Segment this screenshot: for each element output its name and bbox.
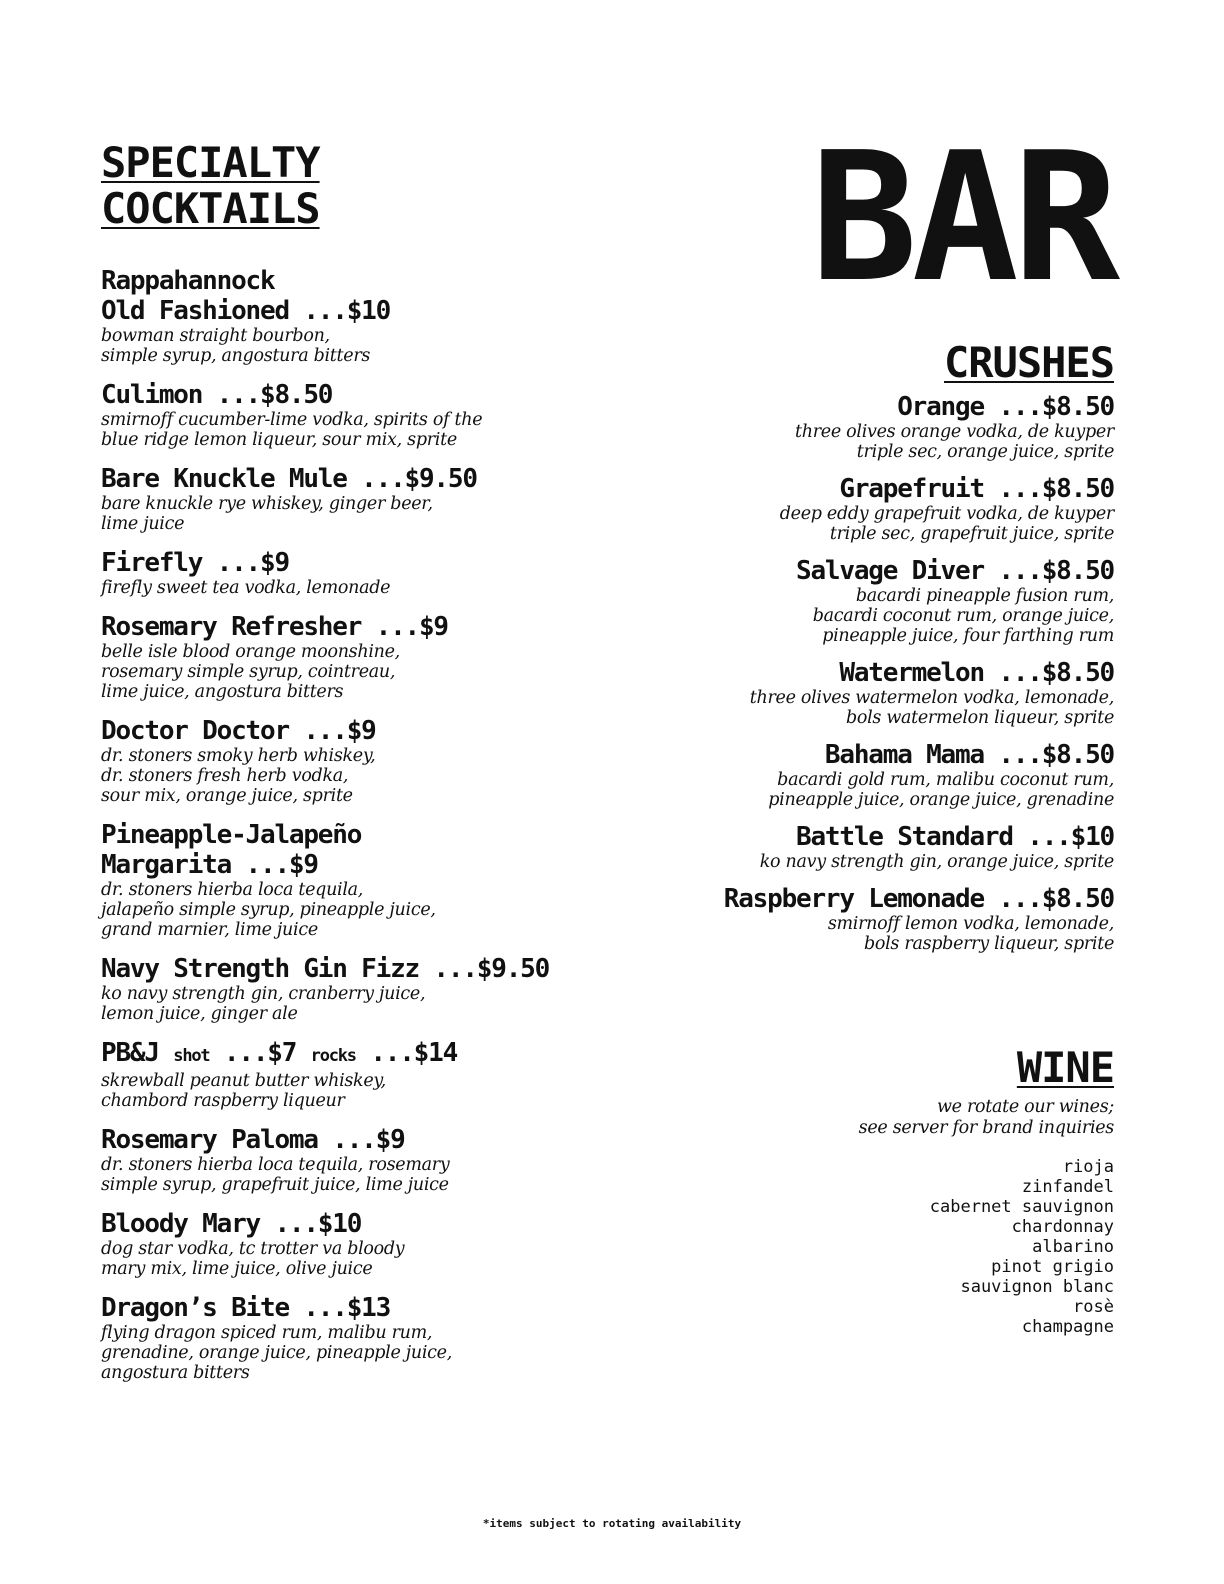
list-item: [654, 740, 1114, 810]
list-item: [101, 612, 621, 702]
item-description: smirnoff lemon vodka, lemonade, bols raspberry liqueur, sprite: [827, 914, 1114, 954]
footer-note: *items subject to rotating availability: [482, 1517, 742, 1530]
item-name: Rosemary Refresher ...$9: [101, 612, 448, 642]
item-description: bacardi pineapple fusion rum, bacardi coconut rum, orange juice, pineapple juice, four farthing rum: [812, 586, 1114, 646]
item-description: bacardi gold rum, malibu coconut rum, pineapple juice, orange juice, grenadine: [768, 770, 1114, 810]
list-item: albarino: [1032, 1237, 1114, 1257]
item-name: [101, 1038, 621, 1071]
crushes-section: [654, 340, 1114, 966]
list-item: [101, 954, 621, 1024]
item-description: dr. stoners hierba loca tequila, rosemary simple syrup, grapefruit juice, lime juice: [101, 1155, 450, 1195]
list-item: [101, 1293, 621, 1383]
item-description: bowman straight bourbon, simple syrup, angostura bitters: [101, 326, 371, 366]
list-item: [654, 822, 1114, 872]
pbj-rocks-label: rocks: [310, 1046, 356, 1066]
item-description: ko navy strength gin, orange juice, sprite: [759, 852, 1114, 872]
list-item: [654, 474, 1114, 544]
item-name: Bare Knuckle Mule ...$9.50: [101, 464, 477, 494]
item-name: Battle Standard ...$10: [796, 822, 1114, 852]
crushes-list: [654, 392, 1114, 954]
list-item: cabernet sauvignon: [929, 1197, 1114, 1217]
item-name: Grapefruit ...$8.50: [839, 474, 1114, 504]
item-description: flying dragon spiced rum, malibu rum, grenadine, orange juice, pineapple juice, angostura bitters: [101, 1323, 452, 1383]
pbj-name: PB&J: [101, 1038, 159, 1068]
item-name: Bloody Mary ...$10: [101, 1209, 362, 1239]
wine-title: WINE: [1016, 1043, 1114, 1092]
pbj-shot-price: ...$7: [223, 1038, 297, 1068]
item-name: Dragon’s Bite ...$13: [101, 1293, 391, 1323]
list-item: [101, 820, 621, 940]
list-item: [654, 556, 1114, 646]
wine-section: [654, 1045, 1114, 1337]
item-name: Navy Strength Gin Fizz ...$9.50: [101, 954, 550, 984]
list-item: [101, 380, 621, 450]
wine-note: we rotate our wines; see server for brand inquiries: [858, 1097, 1114, 1138]
wine-list: [654, 1157, 1114, 1337]
item-description: dog star vodka, tc trotter va bloody mary mix, lime juice, olive juice: [101, 1239, 405, 1279]
item-name: Bahama Mama ...$8.50: [824, 740, 1114, 770]
item-description: skrewball peanut butter whiskey, chambord raspberry liqueur: [101, 1071, 386, 1111]
item-description: firefly sweet tea vodka, lemonade: [101, 578, 391, 598]
list-item: [101, 716, 621, 806]
specialty-cocktails-list: [101, 266, 621, 1383]
item-name: Salvage Diver ...$8.50: [796, 556, 1114, 586]
item-name: Firefly ...$9: [101, 548, 289, 578]
item-description: three olives orange vodka, de kuyper triple sec, orange juice, sprite: [795, 422, 1114, 462]
list-item: [654, 658, 1114, 728]
item-description: three olives watermelon vodka, lemonade, bols watermelon liqueur, sprite: [749, 688, 1114, 728]
item-description: bare knuckle rye whiskey, ginger beer, lime juice: [101, 494, 433, 534]
list-item: pinot grigio: [991, 1257, 1114, 1277]
list-item: [101, 1209, 621, 1279]
pbj-shot-label: shot: [173, 1046, 210, 1066]
list-item: [101, 464, 621, 534]
list-item: rosè: [1073, 1297, 1114, 1317]
item-name: Raspberry Lemonade ...$8.50: [723, 884, 1114, 914]
item-name: Orange ...$8.50: [897, 392, 1114, 422]
list-item: [101, 1125, 621, 1195]
bar-title: BAR: [810, 114, 1114, 321]
item-name: Watermelon ...$8.50: [839, 658, 1114, 688]
list-item-pbj: [101, 1038, 621, 1111]
crushes-title: CRUSHES: [943, 338, 1114, 387]
item-name: Culimon ...$8.50: [101, 380, 333, 410]
list-item: champagne: [1021, 1317, 1114, 1337]
list-item: sauvignon blanc: [960, 1277, 1114, 1297]
specialty-cocktails-title: SPECIALTY COCKTAILS: [101, 138, 320, 233]
item-name: Rappahannock Old Fashioned ...$10: [101, 266, 391, 326]
list-item: [101, 266, 621, 366]
item-name: Doctor Doctor ...$9: [101, 716, 376, 746]
item-description: dr. stoners hierba loca tequila, jalapeño simple syrup, pineapple juice, grand marnier, lime juice: [101, 880, 436, 940]
list-item: [101, 548, 621, 598]
list-item: rioja: [1062, 1157, 1114, 1177]
list-item: chardonnay: [1011, 1217, 1114, 1237]
item-description: deep eddy grapefruit vodka, de kuyper triple sec, grapefruit juice, sprite: [779, 504, 1114, 544]
specialty-cocktails-section: [101, 140, 621, 1397]
list-item: [654, 392, 1114, 462]
item-description: belle isle blood orange moonshine, rosemary simple syrup, cointreau, lime juice, angostura bitters: [101, 642, 400, 702]
item-name: Rosemary Paloma ...$9: [101, 1125, 405, 1155]
list-item: zinfandel: [1021, 1177, 1114, 1197]
item-description: ko navy strength gin, cranberry juice, lemon juice, ginger ale: [101, 984, 426, 1024]
item-description: dr. stoners smoky herb whiskey, dr. stoners fresh herb vodka, sour mix, orange juice, sprite: [101, 746, 376, 806]
item-name: Pineapple-Jalapeño Margarita ...$9: [101, 820, 362, 880]
pbj-rocks-price: ...$14: [370, 1038, 458, 1068]
item-description: smirnoff cucumber-lime vodka, spirits of the blue ridge lemon liqueur, sour mix, sprite: [101, 410, 483, 450]
list-item: [654, 884, 1114, 954]
